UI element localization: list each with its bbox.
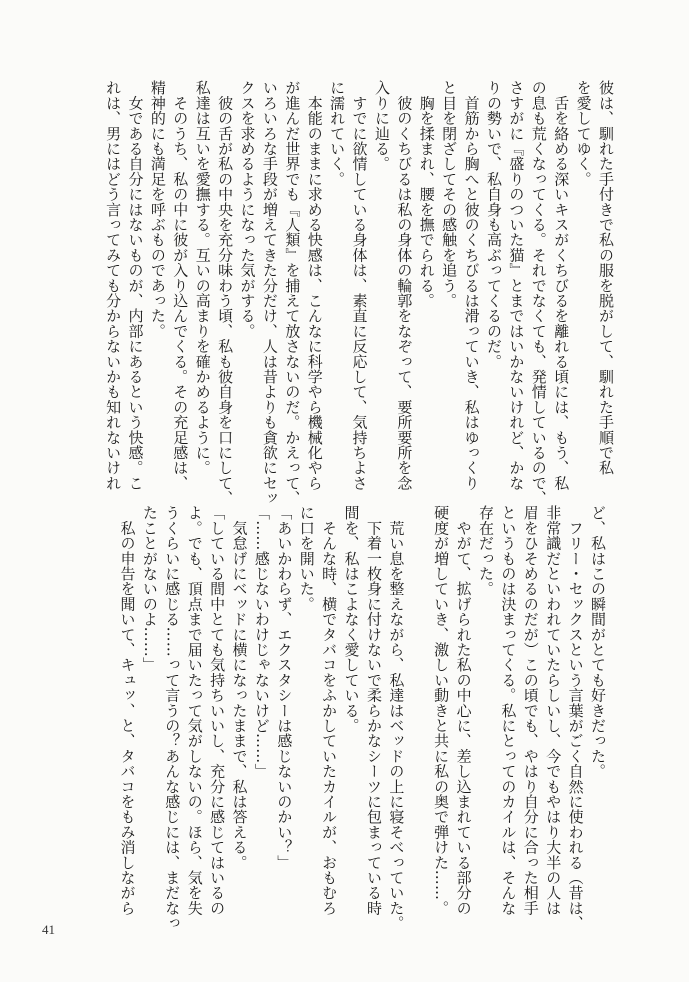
text-line: が進んだ世界でも『人類』を捕えて放さないのだ。かえって、 (283, 80, 302, 506)
text-line: すでに欲情している身体は、素直に反応して、気持ちよさ (350, 80, 369, 491)
text-line: そんな時、横でタバコをふかしていたカイルが、おもむろ (320, 505, 339, 916)
text-line: 荒い息を整えながら、私達はベッドの上に寝そべっていた。 (387, 505, 406, 931)
text-line: れは、男にはどう言ってみても分からないかも知れないけれ (104, 80, 123, 491)
text-line: 下着一枚身に付けないで柔らかなシーツに包まっている時 (364, 505, 383, 916)
text-line: フリー・セックスという言葉がごく自然に使われる（昔は、 (566, 505, 585, 931)
text-line: 「あいかわらず、エクスタシーは感じないのかい？」 (275, 505, 294, 870)
text-line: 精神的にも満足を呼ぶものであった。 (148, 80, 167, 339)
text-line: 胸を揉まれ、腰を撫でられる。 (417, 80, 436, 308)
text-line: 「している間中とても気持ちいいし、充分に感じてはいるの (208, 505, 227, 916)
text-line: 眉をひそめるのだが）この頃でも、やはり自分に合った相手 (521, 505, 540, 916)
text-line: たことがないのよ……」 (140, 505, 159, 673)
text-line: 女である自分にはないものが、内部にあるという快感。こ (126, 80, 145, 491)
text-line: 彼のくちびるは私の身体の輪郭をなぞって、要所要所を念 (395, 80, 414, 491)
text-line: 非常識だといわれていたらしいし、今でもやはり大半の人は (544, 505, 563, 916)
text-line: 彼は、馴れた手付きで私の服を脱がして、馴れた手順で私 (597, 80, 615, 476)
text-line: よ。でも、頂点まで届いたって気がしないの。ほら、気を失 (185, 505, 204, 916)
text-line: りの勢いで、私自身も高ぶってくるのだ。 (484, 80, 503, 369)
text-line: 気怠げにベッドに横になったままで、私は答える。 (230, 505, 249, 870)
text-line: 首筋から胸へと彼のくちびるは滑っていき、私はゆっくり (462, 80, 481, 491)
text-line: の息も荒くなってくる。それでなくても、発情しているので、 (529, 80, 548, 506)
text-line: を愛してゆく。 (574, 80, 593, 187)
text-line: さすがに『盛りのついた猫』とまではいかないけれど、かな (507, 80, 526, 491)
text-line: 彼の舌が私の中央を充分味わう頃、私も彼自身を口にして、 (216, 80, 235, 506)
text-line: 私達は互いを愛撫する。互いの高まりを確かめるように。 (193, 80, 212, 476)
text-line: 「……感じないわけじゃないけど……」 (252, 505, 271, 779)
page-number: 41 (42, 922, 55, 937)
text-line (407, 505, 429, 925)
text-line: に濡れていく。 (328, 80, 347, 187)
text-line: 硬度が増していき、激しい動きと共に私の奥で弾けた……。 (432, 505, 451, 916)
text-line: クスを求めるようになった気がする。 (238, 80, 257, 339)
text-line: 本能のままに求める快感は、こんなに科学やら機械化やら (305, 80, 324, 491)
text-line: 間を、私はこよなく愛している。 (342, 505, 361, 733)
text-block-upper (102, 80, 617, 505)
text-line: うくらいに感じる……って言うの？あんな感じには、まだなっ (163, 505, 182, 931)
text-line: というものは決まってくる。私にとってのカイルは、そんな (499, 505, 518, 916)
text-line: 私の申告を聞いて、キュッ、と、タバコをもみ消しながら (118, 505, 137, 916)
text-line: やがて、拡げられた私の中心に、差し込まれている部分の (454, 505, 473, 916)
text-line: 入りに辿る。 (372, 80, 391, 172)
text-line: そのうち、私の中に彼が入り込んでくる。その充足感は、 (171, 80, 190, 491)
text-block-lower (116, 505, 609, 931)
text-line: と目を閉ざしてその感触を追う。 (440, 80, 459, 308)
text-line: 舌を絡める深いキスがくちびるを離れる頃には、もう、私 (552, 80, 571, 491)
text-line: 存在だった。 (476, 505, 495, 597)
text-line: いろいろな手段が増えてきた分だけ、人は昔よりも貪欲にセッ (260, 80, 279, 506)
text-line: に口を開いた。 (297, 505, 316, 612)
text-line: ど、私はこの瞬間がとても好きだった。 (589, 505, 607, 779)
